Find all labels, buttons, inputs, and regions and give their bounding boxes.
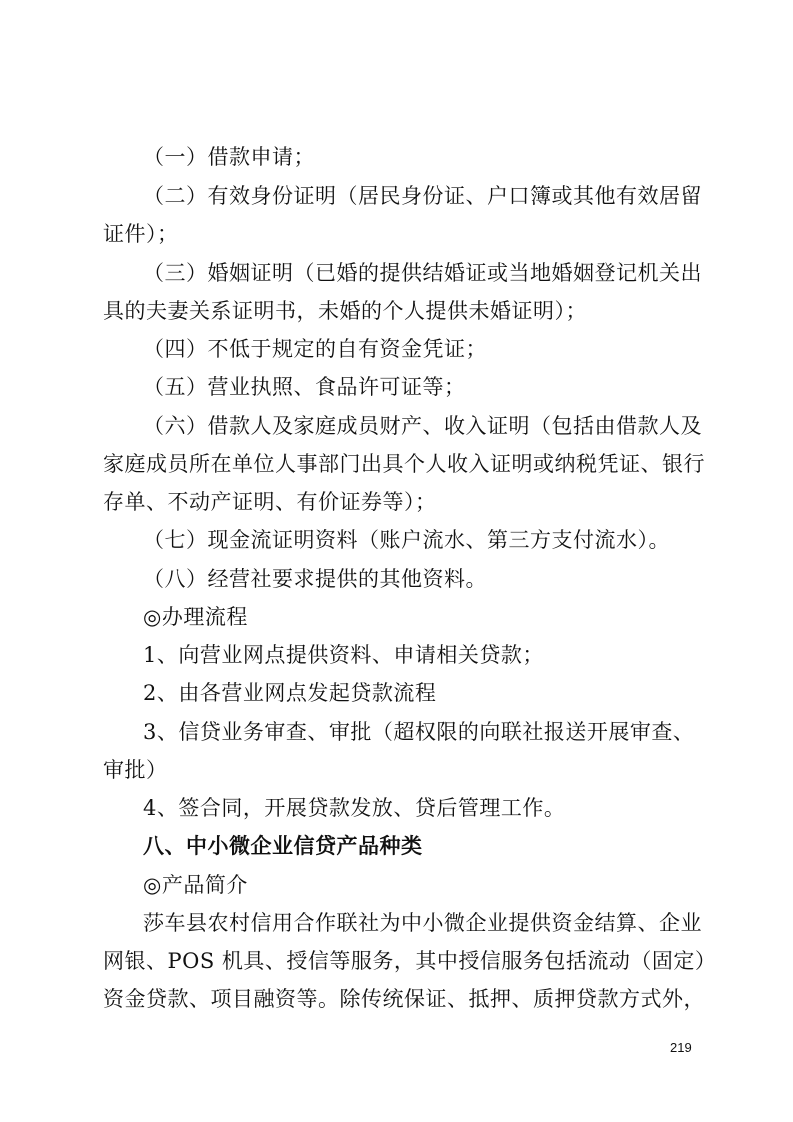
text-line: （七）现金流证明资料（账户流水、第三方支付流水）。 bbox=[143, 528, 670, 552]
text-line: （二）有效身份证明（居民身份证、户口簿或其他有效居留 bbox=[143, 184, 702, 208]
text-line: （六）借款人及家庭成员财产、收入证明（包括由借款人及 bbox=[143, 414, 702, 438]
text-line: （三）婚姻证明（已婚的提供结婚证或当地婚姻登记机关出 bbox=[143, 261, 702, 285]
text-line: 4、签合同，开展贷款发放、贷后管理工作。 bbox=[143, 796, 566, 820]
section-heading: 八、中小微企业信贷产品种类 bbox=[143, 834, 423, 858]
text-line: 2、由各营业网点发起贷款流程 bbox=[143, 681, 437, 705]
text-line: （八）经营社要求提供的其他资料。 bbox=[143, 567, 487, 591]
text-line: 家庭成员所在单位人事部门出具个人收入证明或纳税凭证、银行 bbox=[103, 452, 705, 476]
text-line: 莎车县农村信用合作联社为中小微企业提供资金结算、企业 bbox=[143, 911, 702, 935]
text-line: 具的夫妻关系证明书，未婚的个人提供未婚证明）； bbox=[103, 299, 587, 323]
text-line: 存单、不动产证明、有价证券等）； bbox=[103, 490, 437, 514]
section-subheading: ◎产品简介 bbox=[143, 873, 248, 897]
page-number: 219 bbox=[670, 1040, 692, 1055]
text-line: 1、向营业网点提供资料、申请相关贷款； bbox=[143, 643, 544, 667]
text-line: 网银、POS 机具、授信等服务，其中授信服务包括流动（固定） bbox=[103, 949, 717, 973]
text-line: 审批） bbox=[103, 758, 168, 782]
text-line: 证件）； bbox=[103, 222, 179, 246]
text-line: 3、信贷业务审查、审批（超权限的向联社报送开展审查、 bbox=[143, 720, 695, 744]
text-line: （四）不低于规定的自有资金凭证； bbox=[143, 337, 487, 361]
text-line: 资金贷款、项目融资等。除传统保证、抵押、质押贷款方式外， bbox=[103, 987, 705, 1011]
section-subheading: ◎办理流程 bbox=[143, 605, 248, 629]
text-line: （一）借款申请； bbox=[143, 145, 315, 169]
text-line: （五）营业执照、食品许可证等； bbox=[143, 375, 466, 399]
